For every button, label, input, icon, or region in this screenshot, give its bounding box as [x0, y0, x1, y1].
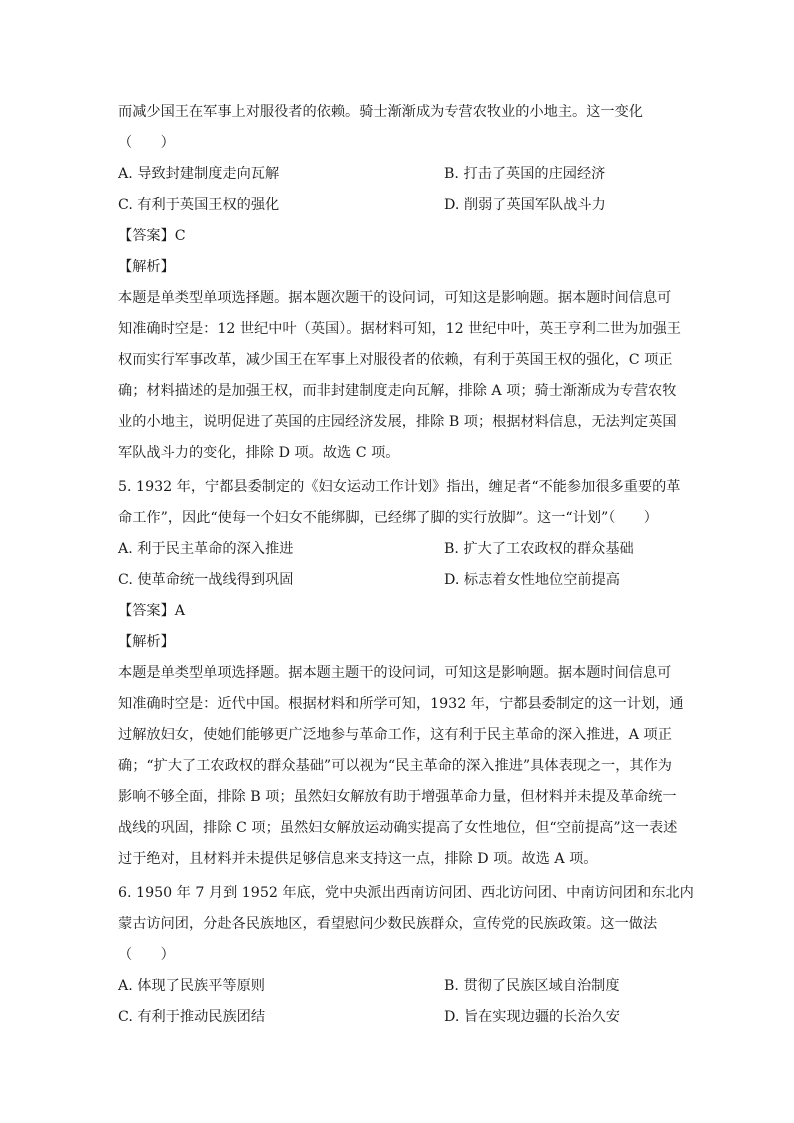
- q4-option-b: B. 打击了英国的庄园经济: [444, 166, 606, 182]
- q4-option-a: A. 导致封建制度走向瓦解: [118, 166, 280, 182]
- q4-analysis-line: 军队战斗力的变化，排除 D 项。故选 C 项。: [118, 445, 400, 461]
- q5-analysis-line: 战线的巩固，排除 C 项；虽然妇女解放运动确实提高了女性地位，但“空前提高”这一表述: [118, 820, 678, 836]
- q5-stem-line: 命工作”，因此“使每一个妇女不能绑脚，已经绑了脚的实行放脚”。这一“计划”（ ）: [118, 510, 658, 526]
- q5-option-a: A. 利于民主革命的深入推进: [118, 541, 294, 557]
- q4-option-d: D. 削弱了英国军队战斗力: [444, 197, 606, 213]
- q5-option-c: C. 使革命统一战线得到巩固: [118, 572, 294, 588]
- q6-answer-paren: （ ）: [118, 947, 175, 963]
- q5-option-b: B. 扩大了工农政权的群众基础: [444, 541, 634, 557]
- q5-analysis-label: 【解析】: [118, 634, 175, 650]
- q4-analysis-line: 确；材料描述的是加强王权，而非封建制度走向瓦解，排除 A 项；骑士渐渐成为专营农牧: [118, 383, 677, 399]
- q6-option-b: B. 贯彻了民族区域自治制度: [444, 978, 620, 994]
- q4-analysis-line: 业的小地主，说明促进了英国的庄园经济发展，排除 B 项；根据材料信息，无法判定英国: [118, 414, 677, 430]
- q6-stem-line: 蒙古访问团，分赴各民族地区，看望慰问少数民族群众，宣传党的民族政策。这一做法: [118, 916, 658, 932]
- q5-answer: 【答案】A: [118, 603, 185, 619]
- q6-option-d: D. 旨在实现边疆的长治久安: [444, 1009, 620, 1025]
- q5-analysis-line: 过解放妇女，使她们能够更广泛地参与革命工作，这有利于民主革命的深入推进，A 项正: [118, 727, 672, 743]
- q4-stem-end: 而减少国王在军事上对服役者的依赖。骑士渐渐成为专营农牧业的小地主。这一变化: [118, 104, 643, 120]
- q4-analysis-label: 【解析】: [118, 259, 175, 275]
- q5-analysis-line: 知准确时空是：近代中国。根据材料和所学可知，1932 年，宁都县委制定的这一计划，通: [118, 696, 684, 712]
- q6-option-c: C. 有利于推动民族团结: [118, 1009, 266, 1025]
- q6-option-a: A. 体现了民族平等原则: [118, 978, 265, 994]
- q4-analysis-line: 知准确时空是：12 世纪中叶（英国）。据材料可知，12 世纪中叶，英王亨利二世为加强王: [118, 321, 681, 337]
- q5-analysis-line: 本题是单类型单项选择题。据本题主题干的设问词，可知这是影响题。据本题时间信息可: [118, 665, 672, 681]
- q4-analysis-line: 本题是单类型单项选择题。据本题次题干的设问词，可知这是影响题。据本题时间信息可: [118, 290, 672, 306]
- q5-analysis-line: 确；“扩大了工农政权的群众基础”可以视为“民主革命的深入推进”具体表现之一，其作为: [118, 758, 672, 774]
- q4-answer: 【答案】C: [118, 228, 186, 244]
- q5-analysis-line: 过于绝对，且材料并未提供足够信息来支持这一点，排除 D 项。故选 A 项。: [118, 851, 598, 867]
- q5-stem-line: 5. 1932 年，宁都县委制定的《妇女运动工作计划》指出，缠足者“不能参加很多重要的革: [118, 479, 681, 495]
- q5-option-d: D. 标志着女性地位空前提高: [444, 572, 620, 588]
- q5-analysis-line: 影响不够全面，排除 B 项；虽然妇女解放有助于增强革命力量，但材料并未提及革命统一: [118, 789, 677, 805]
- q4-answer-paren: （ ）: [118, 135, 175, 151]
- q4-option-c: C. 有利于英国王权的强化: [118, 197, 280, 213]
- q4-analysis-line: 权而实行军事改革，减少国王在军事上对服役者的依赖，有利于英国王权的强化，C 项正: [118, 352, 673, 368]
- q6-stem-line: 6. 1950 年 7 月到 1952 年底，党中央派出西南访问团、西北访问团、中南访问团和东北内: [118, 885, 694, 901]
